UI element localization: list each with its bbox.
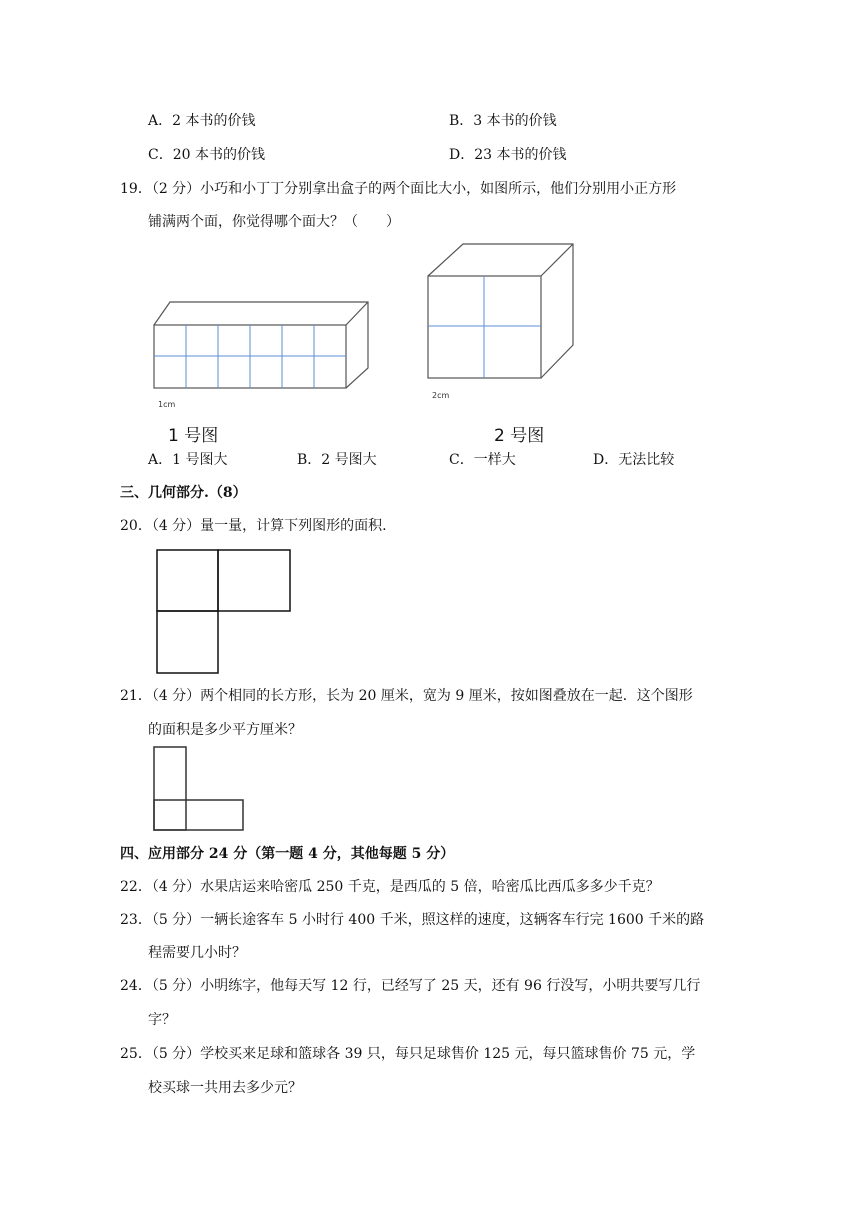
q19-option-a: A．1 号图大 <box>148 452 228 468</box>
q23-text-line1: 23．（5 分）一辆长途客车 5 小时行 400 千米，照这样的速度，这辆客车行完 1600 千米的路 <box>120 912 705 928</box>
q18-option-c: C．20 本书的价钱 <box>148 147 265 163</box>
q18-option-d: D．23 本书的价钱 <box>449 147 567 163</box>
q25-text-line1: 25．（5 分）学校买来足球和篮球各 39 只，每只足球售价 125 元，每只篮球售价 75 元，学 <box>120 1046 696 1062</box>
q19-figure-1-unit: 1cm <box>158 400 176 409</box>
q19-option-b: B．2 号图大 <box>297 452 377 468</box>
section-4-heading: 四、应用部分 24 分（第一题 4 分，其他每题 5 分） <box>120 846 455 862</box>
q22-text: 22．（4 分）水果店运来哈密瓜 250 千克，是西瓜的 5 倍，哈密瓜比西瓜多多少千克？ <box>120 879 660 895</box>
q21-text-line2: 的面积是多少平方厘米？ <box>148 722 302 738</box>
q24-text-line1: 24．（5 分）小明练字，他每天写 12 行，已经写了 25 天，还有 96 行没写，小明共要写几行 <box>120 978 701 994</box>
q19-figure-1-caption: 1 号图 <box>168 426 219 446</box>
q19-text-line2: 铺满两个面，你觉得哪个面大？（ ） <box>148 214 400 230</box>
q19-option-c: C．一样大 <box>449 452 516 468</box>
q19-figure-2-caption: 2 号图 <box>494 426 545 446</box>
q18-option-a: A．2 本书的价钱 <box>148 113 256 129</box>
q24-text-line2: 字？ <box>148 1012 176 1028</box>
q23-text-line2: 程需要几小时？ <box>148 945 246 961</box>
q19-figure-2-unit: 2cm <box>432 391 450 400</box>
q18-option-b: B．3 本书的价钱 <box>449 113 557 129</box>
q25-text-line2: 校买球一共用去多少元？ <box>148 1080 302 1096</box>
q19-option-d: D．无法比较 <box>593 452 675 468</box>
q19-text-line1: 19．（2 分）小巧和小丁丁分别拿出盒子的两个面比大小，如图所示，他们分别用小正方形 <box>120 181 677 197</box>
section-3-heading: 三、几何部分.（8） <box>120 485 247 501</box>
q20-text: 20．（4 分）量一量，计算下列图形的面积. <box>120 518 387 534</box>
q21-text-line1: 21．（4 分）两个相同的长方形，长为 20 厘米，宽为 9 厘米，按如图叠放在一起．这个图形 <box>120 688 693 704</box>
